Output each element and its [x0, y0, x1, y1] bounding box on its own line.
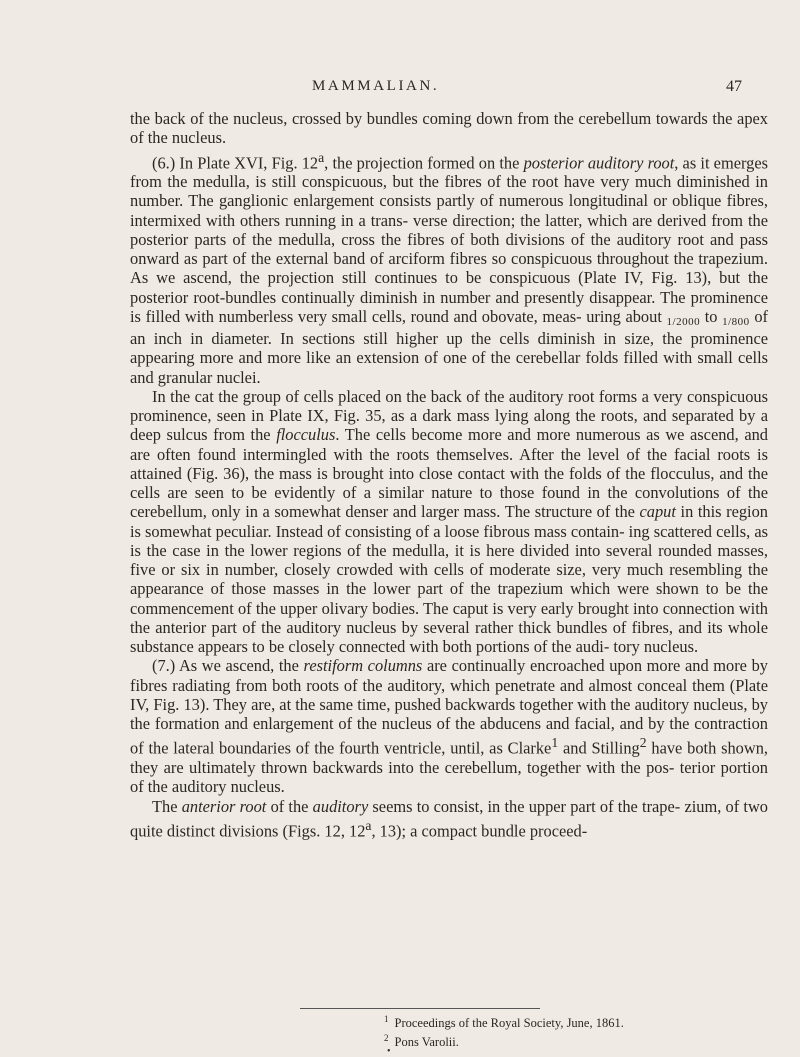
- footnotes: [384, 1012, 764, 1050]
- paragraph: [130, 387, 768, 657]
- paragraph: [130, 656, 768, 796]
- superscript: a: [318, 149, 325, 165]
- footnote-rule: [300, 1008, 540, 1009]
- text-run: , 13); a compact bundle proceed-: [371, 821, 588, 841]
- footnote-text: Pons Varolii.: [394, 1035, 459, 1050]
- italic-term: flocculus: [276, 425, 336, 445]
- italic-term: anterior root: [181, 796, 267, 816]
- italic-term: posterior auditory root: [523, 152, 675, 172]
- running-head: MAMMALIAN.: [312, 78, 440, 94]
- text-run: in this region is somewhat peculiar. Instead of consisting of a loose fibrous mass contain- ing scattered cells, as is the case in the lower regions of the medulla, it is here divided into several rounded masses, five or six in number, closely crowded with cells of moderate size, very much resembling the appearance of those masses in the lower part of the trapezium which were shown to be the commencement of the upper olivary bodies. The caput is very early brought into connection with the anterior part of the auditory nucleus by several rather thick bundles of fibres, and its whole substance appears to be closely connected with both portions of the audi- tory nucleus.: [130, 502, 768, 657]
- page-header: [0, 78, 800, 102]
- text-run: are continually encroached upon more and more by fibres radiating from both roots of the auditory, which penetrate and almost conceal them (Plate IV, Fig. 13). They are, at the same time, pushed backwards together with the auditory nucleus, by the formation and enlargement of the nucleus of the abducens and facial, and by the contraction of the lateral boundaries of the fourth ventricle, until, as Clarke: [130, 656, 768, 758]
- superscript: 2: [639, 735, 647, 751]
- footnote-mark: 1: [384, 1014, 389, 1024]
- page-number: 47: [726, 78, 742, 95]
- superscript: a: [365, 817, 372, 833]
- italic-term: auditory: [312, 796, 369, 816]
- fraction: 1/800: [722, 315, 750, 328]
- italic-term: caput: [639, 502, 676, 522]
- text-run: (6.) In Plate XVI, Fig. 12: [152, 152, 319, 172]
- printer-mark: •: [387, 1046, 391, 1057]
- text-run: seems to consist, in the upper part of the trape- zium, of two quite distinct divisions (Figs. 12, 12: [130, 796, 768, 841]
- text-run: , as it emerges from the medulla, is still conspicuous, but the fibres of the root have very much diminished in number. The ganglionic enlargement consists partly of numerous longitudinal or oblique fibres, intermixed with others running in a trans- verse direction; the latter, which are derived from the posterior parts of the medulla, cross the fibres of both divisions of the auditory root and pass onward as part of the external band of arciform fibres so conspicuous throughout the trapezium. As we ascend, the projection still continues to be conspicuous (Plate IV, Fig. 13), but the posterior root-bundles continually diminish in number and presently disappear. The prominence is filled with numberless very small cells, round and obovate, meas- uring about: [130, 152, 768, 326]
- paragraph: [130, 148, 768, 387]
- text-run: (7.) As we ascend, the: [152, 656, 304, 676]
- footnote: [384, 1031, 764, 1050]
- italic-term: restiform columns: [303, 656, 423, 676]
- footnote-mark: 2: [384, 1033, 389, 1044]
- text-run: the back of the nucleus, crossed by bundles coming down from the cerebellum towards the apex of the nucleus.: [130, 109, 768, 148]
- footnote: [384, 1012, 764, 1031]
- text-run: The: [152, 796, 182, 816]
- text-run: and Stilling: [558, 738, 640, 758]
- text-run: of an inch in diameter. In sections still higher up the cells diminish in size, the prominence appearing more and more like an extension of one of the cerebellar folds filled with small cells and granular nuclei.: [130, 306, 768, 387]
- paragraph: [130, 109, 768, 148]
- text-run: to: [700, 306, 723, 326]
- text-run: . The cells become more and more numerous as we ascend, and are often found intermingled with the roots themselves. After the level of the facial roots is attained (Fig. 36), the mass is brought into close contact with the folds of the flocculus, and the cells are seen to be evidently of a similar nature to those found in the convolutions of the cerebellum, only in a somewhat denser and larger mass. The structure of the: [130, 425, 768, 522]
- superscript: 1: [551, 735, 559, 751]
- text-run: have both shown, they are ultimately thrown backwards into the cerebellum, together with the pos- terior portion of the auditory nucleus.: [130, 738, 768, 797]
- text-run: of the: [266, 796, 313, 816]
- text-run: , the projection formed on the: [324, 152, 524, 172]
- paragraph: [130, 797, 768, 841]
- footnote-text: Proceedings of the Royal Society, June, 1861.: [394, 1016, 624, 1031]
- text-run: In the cat the group of cells placed on the back of the auditory root forms a very conspicuous prominence, seen in Plate IX, Fig. 35, as a dark mass lying along the roots, and separated by a deep sulcus from the: [130, 386, 768, 445]
- fraction: 1/2000: [666, 315, 701, 328]
- body-text: [130, 109, 768, 841]
